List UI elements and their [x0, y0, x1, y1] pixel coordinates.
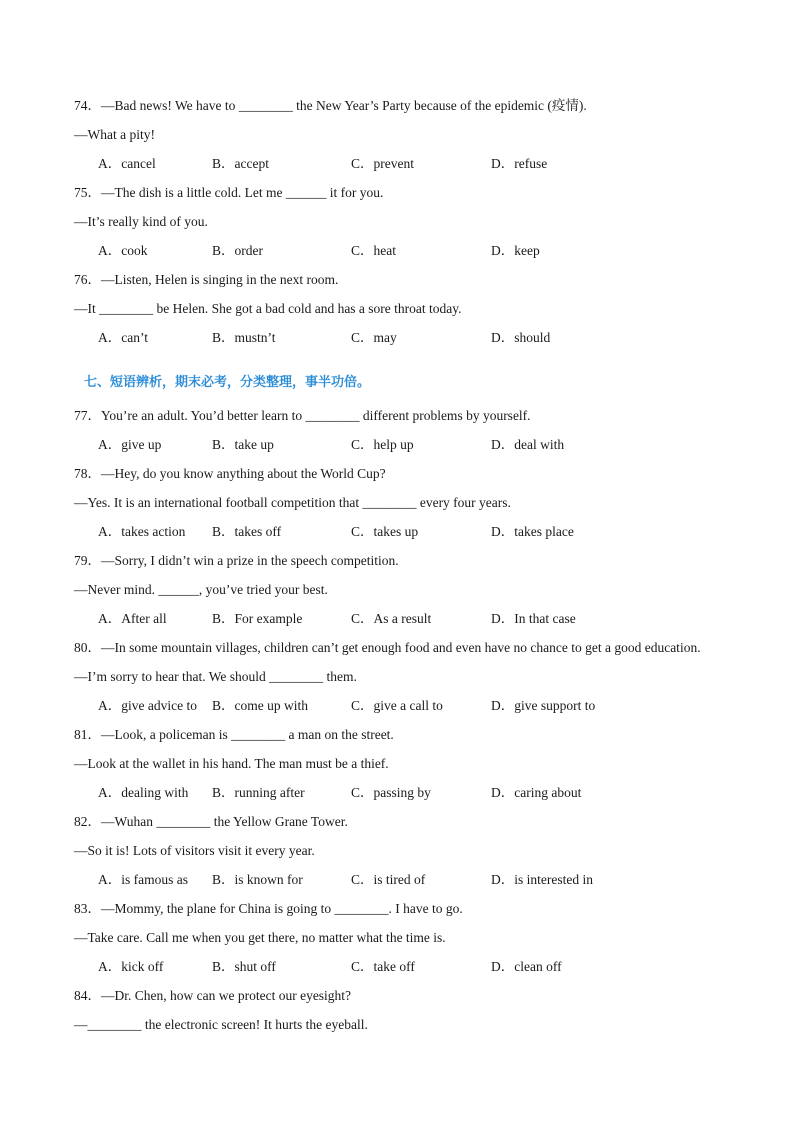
question-82-text: 82．—Wuhan ________ the Yellow Grane Tower.	[74, 814, 348, 829]
question-84-text: 84．—Dr. Chen, how can we protect our eyesight?	[74, 988, 352, 1003]
question-83-options	[98, 958, 738, 976]
option-a: A．can’t	[98, 330, 148, 345]
option-d: D．clean off	[491, 959, 562, 974]
option-b: B．takes off	[212, 524, 282, 539]
option-c: C．passing by	[351, 785, 431, 800]
option-d: D．refuse	[491, 156, 548, 171]
question-78-reply: —Yes. It is an international football competition that ________ every four years.	[74, 495, 511, 510]
option-b: B．accept	[212, 156, 269, 171]
option-d: D．caring about	[491, 785, 582, 800]
question-74-text: 74．—Bad news! We have to ________ the New Year’s Party because of the epidemic (疫情).	[74, 98, 587, 113]
question-79-reply: —Never mind. ______, you’ve tried your best.	[74, 582, 328, 597]
option-a: A．After all	[98, 611, 167, 626]
question-75-options	[98, 242, 738, 260]
question-75-reply: —It’s really kind of you.	[74, 214, 208, 229]
option-a: A．give up	[98, 437, 162, 452]
option-b: B．is known for	[212, 872, 303, 887]
question-76-reply: —It ________ be Helen. She got a bad cold and has a sore throat today.	[74, 301, 462, 316]
option-c: C．takes up	[351, 524, 419, 539]
section-heading: 七、短语辨析，期末必考，分类整理，事半功倍。	[84, 375, 371, 390]
question-83-text: 83．—Mommy, the plane for China is going to ________. I have to go.	[74, 901, 463, 916]
option-a: A．takes action	[98, 524, 186, 539]
question-82-options	[98, 871, 738, 889]
option-c: C．take off	[351, 959, 415, 974]
option-b: B．running after	[212, 785, 305, 800]
option-c: C．help up	[351, 437, 414, 452]
question-76-text: 76．—Listen, Helen is singing in the next room.	[74, 272, 339, 287]
question-80-reply: —I’m sorry to hear that. We should ________ them.	[74, 669, 357, 684]
option-b: B．mustn’t	[212, 330, 276, 345]
option-d: D．give support to	[491, 698, 596, 713]
option-a: A．cook	[98, 243, 148, 258]
option-c: C．may	[351, 330, 397, 345]
option-a: A．give advice to	[98, 698, 197, 713]
option-c: C．prevent	[351, 156, 414, 171]
question-80-options	[98, 697, 738, 715]
option-d: D．is interested in	[491, 872, 593, 887]
option-d: D．takes place	[491, 524, 574, 539]
question-77-options	[98, 436, 738, 454]
question-74-options	[98, 155, 738, 173]
question-75-text: 75．—The dish is a little cold. Let me ______ it for you.	[74, 185, 384, 200]
option-b: B．take up	[212, 437, 274, 452]
question-83-reply: —Take care. Call me when you get there, no matter what the time is.	[74, 930, 446, 945]
question-84-reply: —________ the electronic screen! It hurts the eyeball.	[74, 1017, 368, 1032]
question-78-options	[98, 523, 738, 541]
option-c: C．heat	[351, 243, 396, 258]
option-b: B．come up with	[212, 698, 308, 713]
option-c: C．As a result	[351, 611, 432, 626]
question-80-text: 80．—In some mountain villages, children can’t get enough food and even have no chance to get a good education.	[74, 640, 701, 655]
option-d: D．keep	[491, 243, 540, 258]
question-81-reply: —Look at the wallet in his hand. The man must be a thief.	[74, 756, 389, 771]
question-79-options	[98, 610, 738, 628]
option-a: A．dealing with	[98, 785, 189, 800]
option-c: C．is tired of	[351, 872, 426, 887]
option-d: D．In that case	[491, 611, 576, 626]
option-d: D．should	[491, 330, 551, 345]
option-a: A．is famous as	[98, 872, 188, 887]
option-a: A．kick off	[98, 959, 164, 974]
question-82-reply: —So it is! Lots of visitors visit it every year.	[74, 843, 315, 858]
question-76-options	[98, 329, 738, 347]
question-77-text: 77．You’re an adult. You’d better learn to ________ different problems by yourself.	[74, 408, 531, 423]
option-d: D．deal with	[491, 437, 565, 452]
option-b: B．order	[212, 243, 263, 258]
question-79-text: 79．—Sorry, I didn’t win a prize in the speech competition.	[74, 553, 399, 568]
option-c: C．give a call to	[351, 698, 443, 713]
question-78-text: 78．—Hey, do you know anything about the World Cup?	[74, 466, 386, 481]
option-b: B．For example	[212, 611, 303, 626]
option-b: B．shut off	[212, 959, 276, 974]
question-74-reply: —What a pity!	[74, 127, 155, 142]
option-a: A．cancel	[98, 156, 156, 171]
question-81-text: 81．—Look, a policeman is ________ a man on the street.	[74, 727, 394, 742]
question-81-options	[98, 784, 738, 802]
